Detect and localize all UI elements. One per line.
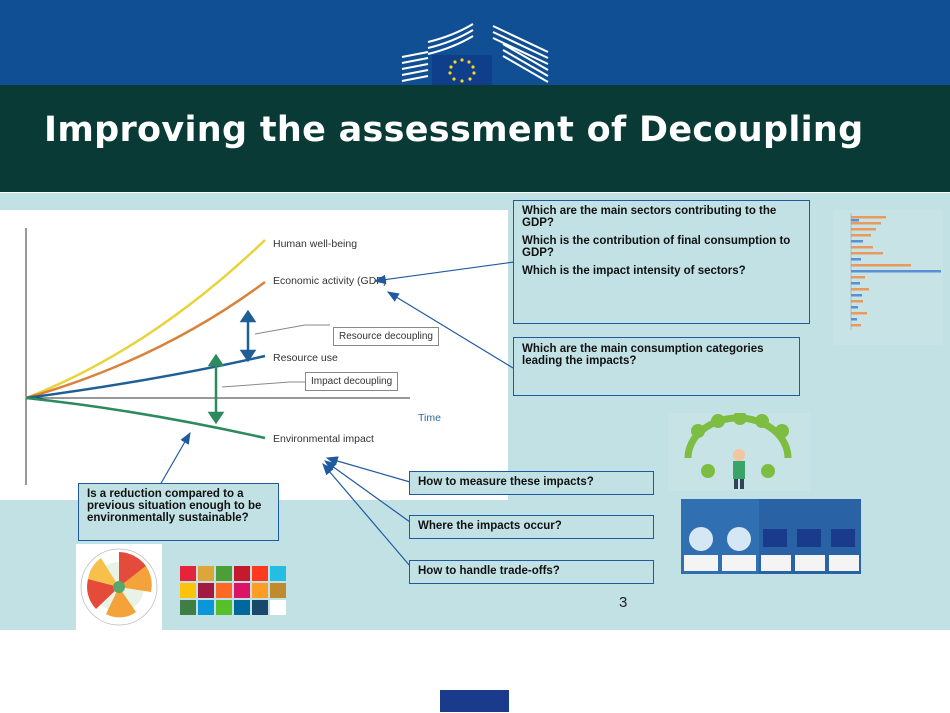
question-box-measure — [409, 471, 654, 495]
slide-title: Improving the assessment of Decoupling — [44, 110, 864, 150]
label-impact-decoupling: Impact decoupling — [305, 372, 398, 391]
question-box-where — [409, 515, 654, 539]
question-tradeoffs: How to handle trade-offs? — [418, 565, 560, 577]
sector-bar-chart-thumbnail — [833, 210, 943, 345]
footer-eu-flag — [440, 690, 509, 712]
label-resource-use: Resource use — [273, 352, 338, 364]
label-time: Time — [418, 412, 441, 424]
circular-economy-thumbnail — [668, 413, 810, 491]
planetary-boundaries-thumbnail — [76, 544, 162, 630]
label-gdp: Economic activity (GDP) — [273, 275, 387, 287]
question-where: Where the impacts occur? — [418, 520, 562, 532]
question-consumption-categories: Which are the main consumption categories leading the impacts? — [522, 343, 764, 367]
question-reduction: Is a reduction compared to a previous situation enough to be environmentally sustainable? — [87, 488, 262, 524]
question-box-reduction — [78, 483, 279, 541]
question-box-consumption — [513, 337, 800, 396]
question-sectors: Which are the main sectors contributing to the GDP? — [522, 205, 777, 229]
label-human: Human well-being — [273, 238, 358, 250]
label-resource-decoupling: Resource decoupling — [333, 327, 439, 346]
question-intensity: Which is the impact intensity of sectors? — [522, 265, 746, 277]
label-env-impact: Environmental impact — [273, 433, 374, 445]
lifecycle-thumbnail — [681, 499, 861, 574]
question-box-gdp — [513, 200, 810, 324]
sdg-grid-thumbnail — [180, 566, 288, 616]
page-number: 3 — [619, 594, 628, 611]
question-final-consumption: Which is the contribution of final consumption to GDP? — [522, 235, 791, 259]
question-measure: How to measure these impacts? — [418, 476, 594, 488]
question-box-tradeoffs — [409, 560, 654, 584]
